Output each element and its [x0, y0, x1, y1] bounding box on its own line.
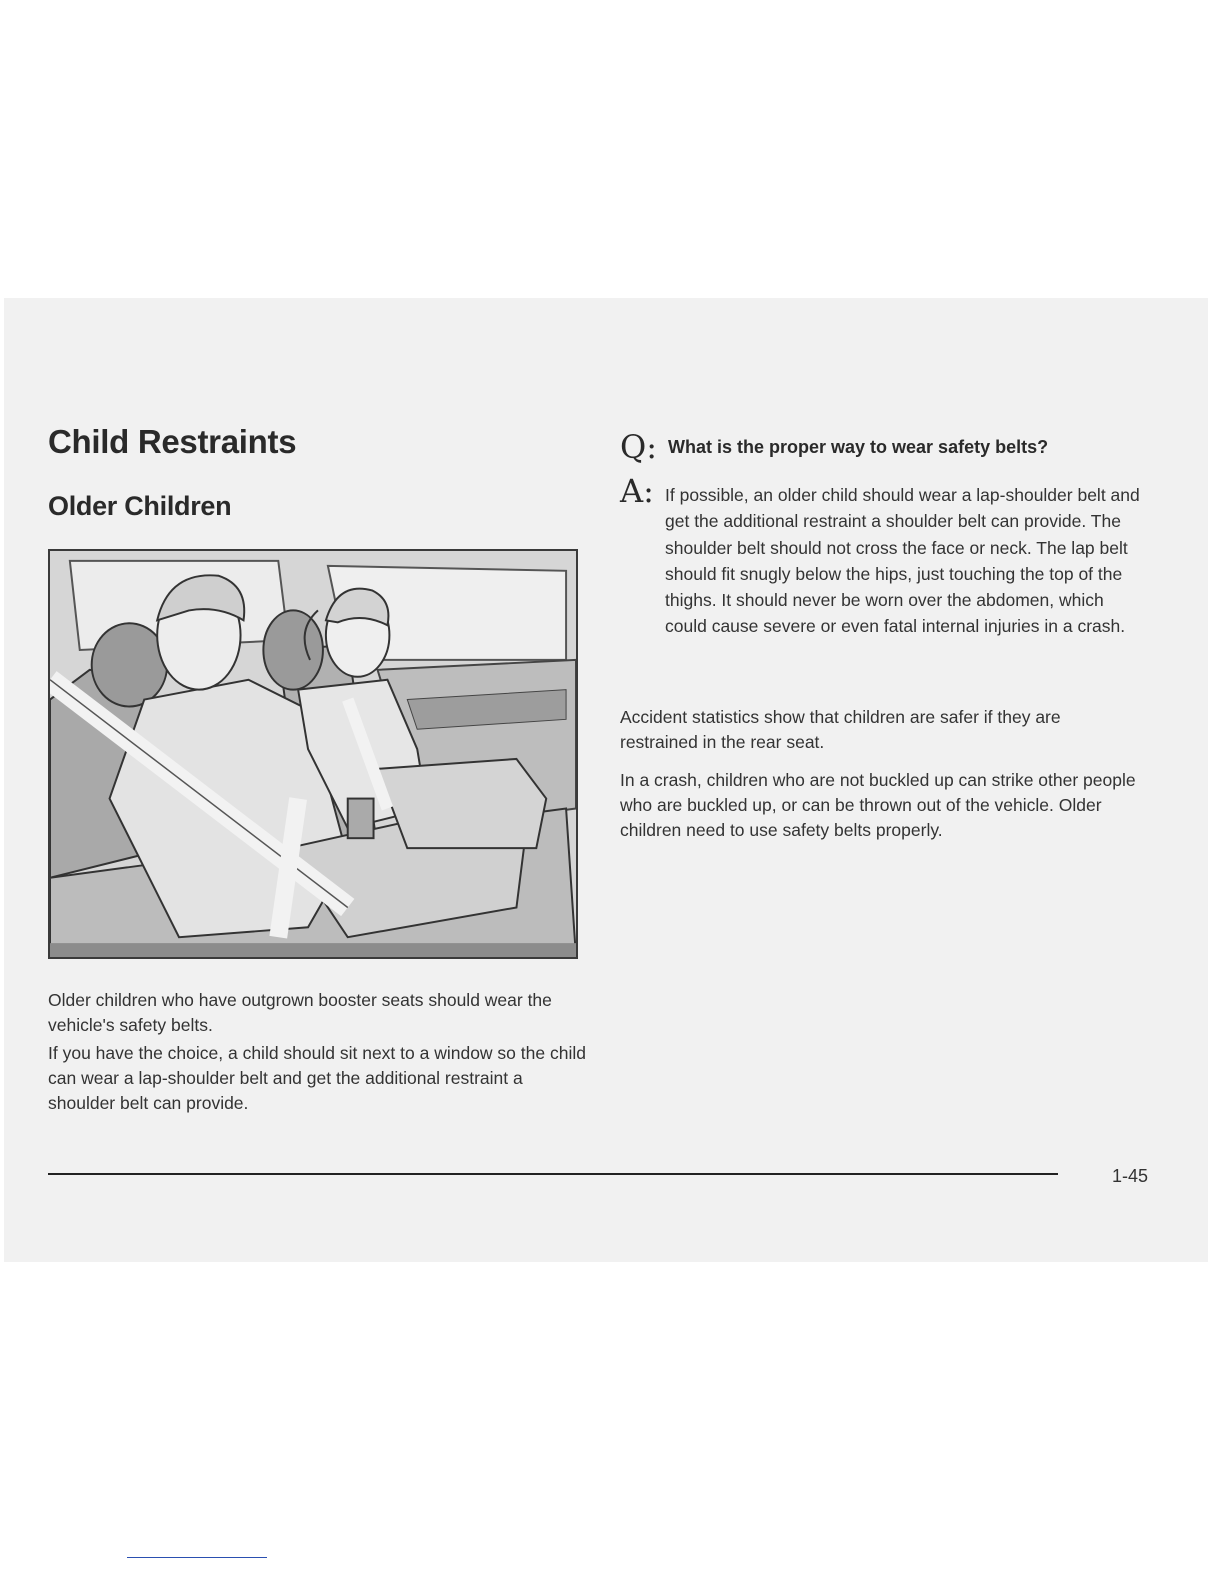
footer-rule	[48, 1173, 1058, 1175]
bottom-divider	[127, 1557, 267, 1558]
accident-statistics-paragraph: Accident statistics show that children are safer if they are restrained in the rear seat.	[620, 707, 1061, 752]
page-number: 1-45	[1112, 1166, 1149, 1186]
question-text: What is the proper way to wear safety belts?	[668, 437, 1049, 457]
older-children-paragraph: Older children who have outgrown booster seats should wear the vehicle's safety belts.	[48, 990, 552, 1035]
answer-mark-label: A:	[620, 472, 654, 510]
answer-text: If possible, an older child should wear a lap-shoulder belt and get the additional restraint a shoulder belt can provide. The shoulder belt should not cross the face or neck. The lap belt should fit snugly below the hips, just touching the top of the thighs. It should never be worn over the abdomen, which could cause severe or even fatal internal injuries in a crash.	[665, 485, 1140, 637]
manual-page	[4, 298, 1208, 1262]
children-seat-belt-illustration	[48, 549, 578, 959]
subsection-title: Older Children	[48, 491, 232, 521]
window-seat-paragraph: If you have the choice, a child should sit next to a window so the child can wear a lap-shoulder belt and get the additional restraint a shoulder belt can provide.	[48, 1043, 586, 1113]
question-mark-label: Q:	[620, 428, 658, 466]
crash-paragraph: In a crash, children who are not buckled up can strike other people who are buckled up, or can be thrown out of the vehicle. Older children need to use safety belts properly.	[620, 770, 1136, 840]
section-title: Child Restraints	[48, 423, 297, 460]
